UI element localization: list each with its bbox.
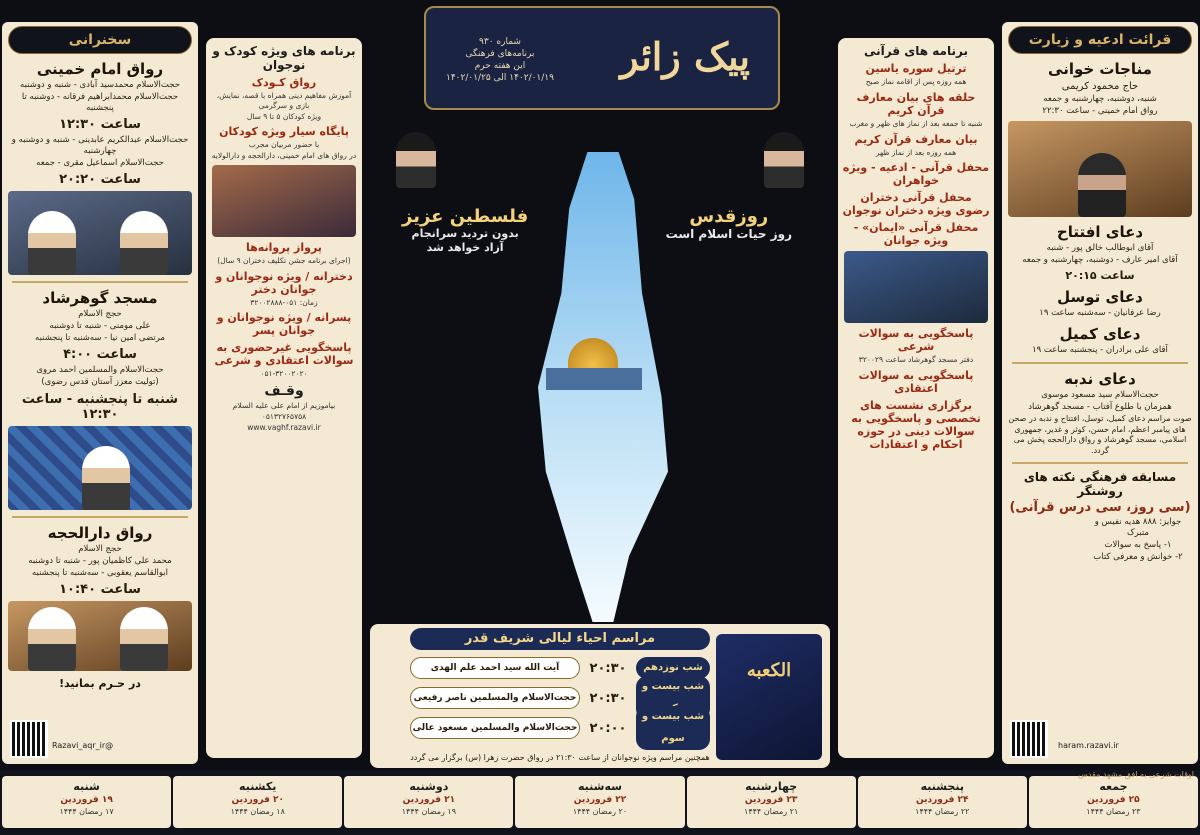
info-line: ویژه کودکان ۵ تا ۹ سال [246, 111, 322, 121]
quran-programs-column [838, 38, 994, 758]
website-link[interactable]: www.vaghf.razavi.ir [247, 422, 321, 432]
contest-step: ۲- خوانش و معرفی کتاب [1093, 552, 1183, 563]
section-title: وقـف [264, 383, 304, 399]
issue-dates: ۱۴۰۲/۰۱/۱۹ الی ۱۴۰۲/۰۱/۲۵ [446, 73, 554, 84]
quds-day-quote [666, 206, 792, 241]
qadr-nights-panel [370, 624, 830, 768]
reciter-line: آقای علی برادران - پنجشنبه ساعت ۱۹ [1032, 345, 1168, 356]
reciter-figure [1078, 153, 1126, 217]
info-line: دفتر مسجد گوهرشاد ساعت ۳۲۰۰۲۹ [858, 355, 974, 365]
section-title: محفل قرآنی «ایمان» - ویژه جوانان [853, 221, 979, 248]
contest-subtitle: (سی روز، سی درس قرآنی) [1009, 499, 1191, 515]
night-time: ۲۰:۰۰ [589, 720, 627, 736]
quote-headline: روزقدس [689, 206, 769, 227]
time-label: ساعت ۱۰:۴۰ [59, 581, 141, 597]
calendar-day [515, 776, 684, 828]
reciter-line: آقای امیر عارف - دوشنبه، چهارشنبه و جمعه [1022, 255, 1178, 266]
night-time: ۲۰:۳۰ [589, 690, 627, 706]
day-hijri: ۱۷ رمضان ۱۴۴۴ [59, 807, 114, 816]
schedule-line: همزمان با طلوع آفتاب - مسجد گوهرشاد [1028, 402, 1172, 413]
info-line: (اجرای برنامه جشن تکلیف دختران ۹ سال) [217, 255, 351, 265]
night-speaker: آیت الله سید احمد علم الهدی [410, 657, 580, 679]
info-line: همه روزه پس از اقامه نماز صبح [865, 77, 967, 86]
kids-programs-title: برنامه های ویژه کودک و نوجوان [212, 44, 356, 72]
day-hijri: ۲۳ رمضان ۱۴۴۴ [1086, 807, 1141, 816]
eftetah-title: دعای افتتاح [1056, 223, 1144, 242]
qadr-night-row [410, 711, 710, 744]
speaker-line: حجج الاسلام [78, 309, 122, 320]
day-name: سه‌شنبه [578, 780, 622, 793]
divider [1012, 362, 1188, 364]
day-date: ۱۹ فروردین [60, 795, 113, 805]
calendar-day [687, 776, 856, 828]
night-speaker: حجت‌الاسلام والمسلمین مسعود عالی [410, 717, 580, 739]
mosque-base [546, 368, 642, 390]
section-title: پاسخگویی به سوالات اعتقادی [858, 369, 974, 395]
speeches-column [2, 22, 198, 764]
reciter-line: رضا عرفانیان - سه‌شنبه ساعت ۱۹ [1039, 308, 1161, 319]
nodbeh-title: دعای ندبه [1064, 370, 1136, 389]
day-date: ۲۵ فروردین [1087, 795, 1140, 805]
calendar-day [858, 776, 1027, 828]
section-title: بیان معارف قرآن کریم [854, 132, 978, 146]
quote-headline: فلسطین عزیز [402, 206, 529, 227]
day-name: چهارشنبه [745, 780, 798, 793]
night-label: شب نوزدهم [636, 657, 710, 679]
prayer-times-strip [0, 770, 1200, 835]
weekday-calendar [2, 776, 1198, 828]
prayers-header: قرائت ادعیه و زیارت [1008, 26, 1192, 54]
night-label: شب بیست و [636, 676, 710, 720]
time-label: ساعت ۴:۰۰ [63, 347, 137, 363]
poster-title: پیک زائر [620, 34, 750, 79]
quote-text: بدون تردید سرانجام [411, 227, 519, 240]
tavassol-title: دعای توسل [1057, 288, 1143, 307]
leader-portrait [396, 132, 436, 188]
hojjat-portico-title: رواق دارالحجه [47, 523, 153, 542]
time-label: ساعت ۱۲:۳۰ [59, 117, 141, 133]
night-speaker: حجت‌الاسلام والمسلمین ناصر رفیعی [410, 687, 580, 709]
divider [12, 516, 188, 518]
info-line: با حضور مربیان مجرب [248, 140, 320, 150]
quote-text: روز حیات اسلام است [665, 227, 792, 241]
section-title: رواق کـودک [251, 76, 317, 89]
reciter-line: آقای ابوطالب خالق پور - شنبه [1046, 243, 1154, 254]
contest-step: ۱- پاسخ به سوالات [1104, 540, 1172, 551]
speaker-line: حجت‌الاسلام والمسلمین احمد مروی [36, 365, 164, 376]
calendar-day [344, 776, 513, 828]
phone-line: زمان: ۰۵۱-۳۲۰۰۲۸۸۸ [250, 297, 318, 307]
calendar-note: اوقات شرعی به افق مشهد مقدس [1078, 770, 1194, 779]
calendar-day [1029, 776, 1198, 828]
day-name: شنبه [73, 780, 100, 793]
section-title: پایگاه سیار ویژه کودکان [219, 125, 349, 139]
issue-subtitle: برنامه‌های فرهنگی [465, 49, 535, 60]
reciter-photo [1008, 121, 1192, 217]
quran-session-photo [844, 251, 988, 323]
speaker-figure [28, 211, 76, 275]
day-hijri: ۲۱ رمضان ۱۴۴۴ [744, 807, 799, 816]
section-title: برگزاری نشست های تخصصی و پاسخگویی به سوالات دینی در حوزه احکام و اعتقادات [851, 399, 981, 451]
divider [12, 281, 188, 283]
goharshad-photo [8, 426, 192, 510]
time-label: شنبه تا پنجشنبه - ساعت ۱۲:۳۰ [21, 391, 179, 422]
speaker-figure [120, 211, 168, 275]
night-time: ۲۰:۳۰ [589, 660, 627, 676]
section-title: پسرانه / ویژه نوجوانان و جوانان پسر [216, 311, 352, 338]
kaaba-artwork [716, 634, 822, 760]
calendar-day [173, 776, 342, 828]
section-title: پاسخگویی غیرحضوری به سوالات اعتقادی و شرعی [214, 341, 354, 368]
goharshad-title: مسجد گوهرشاد [42, 289, 158, 308]
schedule-line: رواق امام خمینی - ساعت ۲۲:۳۰ [1042, 106, 1158, 117]
khomeini-portrait [764, 132, 804, 188]
phone-line: ۰۵۱۳۲۷۶۵۷۵۸ [261, 411, 307, 421]
day-date: ۲۴ فروردین [916, 795, 969, 805]
info-line: در رواق های امام خمینی، دارالحجه و دارالولایه [211, 151, 357, 160]
title-banner [424, 6, 780, 110]
contest-title: مسابقه فرهنگی نکته های روشنگر [1023, 469, 1177, 498]
reciter-line: حجت‌الاسلام سید مسعود موسوی [1041, 390, 1159, 401]
issue-info [440, 36, 560, 85]
speakers-photo [8, 601, 192, 671]
section-title: محفل قرآنی - ادعیه - ویژه خواهران [842, 161, 990, 188]
reciter-line: حاج محمود کریمی [1061, 81, 1139, 92]
info-line: شنبه تا جمعه بعد از نماز های ظهر و مغرب [849, 118, 983, 128]
kids-program-photo [212, 165, 356, 237]
speaker-line: محمد علی کاظمیان پور - شنبه تا دوشنبه [28, 555, 172, 566]
calendar-day [2, 776, 171, 828]
time-label: ساعت ۲۰:۲۰ [59, 172, 141, 188]
speaker-figure [82, 446, 130, 510]
section-title: پرواز پروانه‌ها [246, 240, 322, 254]
prayers-column [1002, 22, 1198, 764]
center-artwork [368, 0, 832, 770]
day-date: ۲۲ فروردین [573, 795, 627, 805]
time-label: ساعت ۲۰:۱۵ [1065, 269, 1135, 283]
invite-text: در حـرم بمانید! [59, 676, 141, 690]
speaker-figure [28, 607, 76, 671]
day-name: دوشنبه [409, 780, 449, 793]
qr-code-icon[interactable] [10, 720, 48, 758]
palestine-quote [402, 206, 528, 256]
quote-text: آزاد خواهد شد [426, 241, 504, 255]
qadr-nights-note: همچنین مراسم ویژه نوجوانان از ساعت ۲۱:۳۰ در رواق حضرت زهرا (س) برگزار می گردد [410, 753, 710, 762]
qr-code-icon[interactable] [1010, 720, 1048, 758]
website-link[interactable]: haram.razavi.ir [1058, 741, 1119, 750]
day-name: یکشنبه [239, 780, 277, 793]
day-hijri: ۲۰ رمضان ۱۴۴۴ [572, 807, 628, 816]
qadr-nights-title: مراسم احیاء لیالی شریف قدر [410, 628, 710, 650]
speaker-line: ابوالقاسم یعقوبی - سه‌شنبه تا پنجشنبه [31, 567, 169, 578]
day-hijri: ۲۲ رمضان ۱۴۴۴ [915, 807, 970, 816]
day-date: ۲۱ فروردین [402, 795, 456, 805]
social-link[interactable]: @Razavi_aqr_ir [52, 741, 114, 750]
khomeini-portico-title: رواق امام خمینی [36, 60, 164, 78]
artwork-calligraphy: الکعبه [746, 660, 792, 681]
contest-prize: جوایز: ۸۸۸ هدیه نفیس و متبرک [1094, 516, 1182, 538]
section-title: دخترانه / ویژه نوجوانان و جوانان دختر [215, 269, 353, 296]
speaker-line: حجت‌الاسلام عبدالکریم عابدینی - شنبه و دوشنبه و چهارشنبه [11, 135, 189, 157]
info-line: همه روزه بعد از نماز ظهر [875, 147, 957, 157]
quran-programs-title: برنامه های قرآنی [864, 44, 968, 58]
speaker-line: حجت‌الاسلام اسماعیل مقری - جمعه [36, 158, 164, 169]
speakers-photo [8, 191, 192, 275]
broadcast-note: صوت مراسم دعای کمیل، توسل، افتتاح و ندبه در صحن های پیامبر اعظم، امام حسن، کوثر و غدیر، جمهوری اسلامی، مسجد گوهرشاد و رواق دارالحجه پخش می گردد. [1008, 414, 1192, 455]
day-hijri: ۱۹ رمضان ۱۴۴۴ [401, 807, 456, 816]
monajat-title: مناجات خوانی [1048, 60, 1152, 78]
section-title: ترتیل سوره یاسین [865, 62, 967, 75]
divider [1012, 462, 1188, 464]
speaker-line: مرتضی امین نیا - سه‌شنبه تا پنجشنبه [35, 333, 165, 344]
schedule-line: شنبه، دوشنبه، چهارشنبه و جمعه [1043, 94, 1157, 104]
speaker-line: حجت‌الاسلام محمدابراهیم فرقانه - دوشنبه تا پنجشنبه [21, 92, 179, 114]
phone-line: ۰۵۱-۳۲۰۰۲۰۲۰ [260, 369, 308, 379]
day-name: جمعه [1099, 780, 1128, 793]
komeil-title: دعای کمیل [1059, 325, 1141, 344]
day-date: ۲۰ فروردین [231, 795, 284, 805]
section-title: محفل قرآنی دختران رضوی ویژه دختران نوجوان [842, 191, 990, 218]
night-label: شب بیست و سوم [636, 706, 710, 750]
day-date: ۲۳ فروردین [744, 795, 798, 805]
kids-programs-column [206, 38, 362, 758]
info-line: آموزش مفاهیم دینی همراه با قصه، نمایش، بازی و سرگرمی [216, 91, 352, 110]
section-title: حلقه های بیان معارف قرآن کریم [856, 90, 976, 117]
speaker-line: حجت‌الاسلام محمدسید آبادی - شنبه و دوشنبه [20, 80, 180, 90]
day-hijri: ۱۸ رمضان ۱۴۴۴ [230, 807, 285, 816]
speaker-line: حجج الاسلام [78, 543, 122, 554]
day-name: پنجشنبه [920, 780, 964, 793]
issue-number: شماره ۹۳۰ [479, 37, 521, 47]
speeches-header: سخنرانی [8, 26, 192, 54]
speaker-line: علی مومنی - شنبه تا دوشنبه [49, 321, 151, 332]
issue-subtitle: این هفته حرم [474, 61, 526, 72]
section-title: پاسخگویی به سوالات شرعی [858, 327, 974, 354]
speaker-line: (تولیت معزز آستان قدس رضوی) [41, 377, 159, 388]
info-line: بیاموزیم از امام علی علیه السلام [232, 401, 336, 410]
speaker-figure [120, 607, 168, 671]
